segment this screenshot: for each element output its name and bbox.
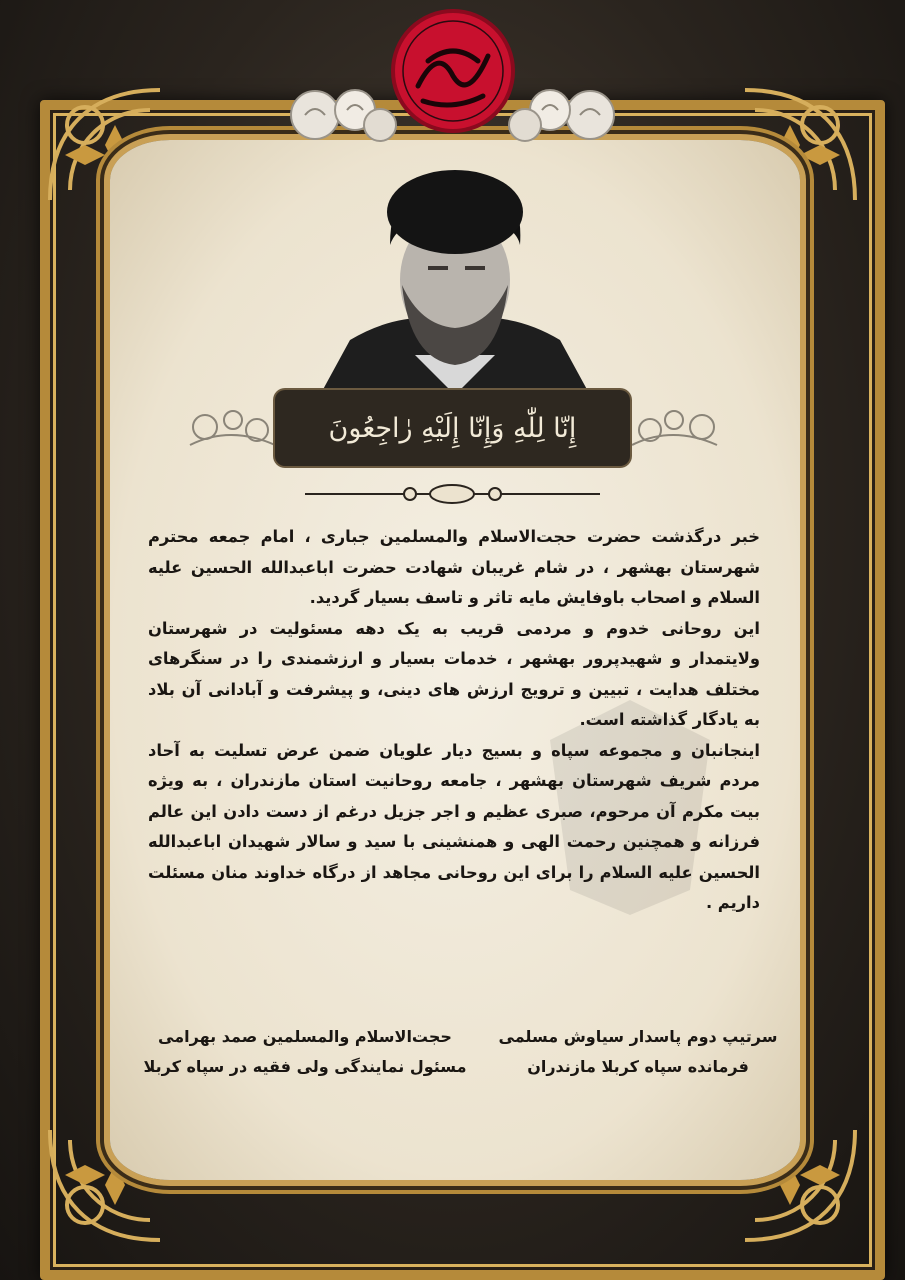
condolence-message xyxy=(148,522,760,919)
signatory-title: مسئول نمایندگی ولی فقیه در سپاه کربلا xyxy=(143,1057,467,1076)
message-paragraph: این روحانی خدوم و مردمی قریب به یک دهه مسئولیت در شهرستان ولایتمدار و شهیدپرور بهشهر ، خدمات بسیار و ارزشمندی را در سنگرهای مختلف هدایت ، تبیین و ترویج ارزش های دینی، و پیشرفت و آبادانی آن بلاد به یادگار گذاشته است. xyxy=(148,618,760,729)
signatory-name: سرتیپ دوم پاسدار سیاوش مسلمی xyxy=(498,1027,778,1046)
verse-banner xyxy=(275,390,630,466)
portrait-photo xyxy=(320,150,590,395)
rose-ornament-left xyxy=(275,70,405,150)
rose-ornament-right xyxy=(500,70,630,150)
verse-text: إِنّا لِلّٰهِ وَإِنّا إِلَیْهِ رٰاجِعُونَ xyxy=(328,412,577,444)
calligraphy-seal xyxy=(388,6,518,136)
signatory-title: فرمانده سپاه کربلا مازندران xyxy=(527,1057,749,1076)
divider-ornament xyxy=(305,482,600,506)
signatory-name: حجت‌الاسلام والمسلمین صمد بهرامی xyxy=(158,1027,452,1046)
signature-right xyxy=(498,1022,778,1082)
floral-flourish-right xyxy=(632,400,722,455)
message-paragraph: خبر درگذشت حضرت حجت‌الاسلام والمسلمین جباری ، امام جمعه محترم شهرستان بهشهر ، در شام غریبان شهادت حضرت اباعبدالله الحسین علیه السلام و اصحاب باوفایش مایه تاثر و تاسف بسیار گردید. xyxy=(148,527,760,607)
floral-flourish-left xyxy=(185,400,275,455)
message-paragraph: اینجانبان و مجموعه سپاه و بسیج دیار علویان ضمن عرض تسلیت به آحاد مردم شریف شهرستان بهشهر ، جامعه روحانیت استان مازندران ، به ویژه بیت مکرم آن مرحوم، صبری عظیم و اجر جزیل درغم از دست دادن این عالم فرزانه و همچنین رحمت الهی و همنشینی با سید و سالار شهیدان اباعبدالله الحسین علیه السلام را برای این روحانی مجاهد از درگاه خداوند منان مسئلت داریم . xyxy=(148,740,760,912)
signature-left xyxy=(140,1022,470,1082)
